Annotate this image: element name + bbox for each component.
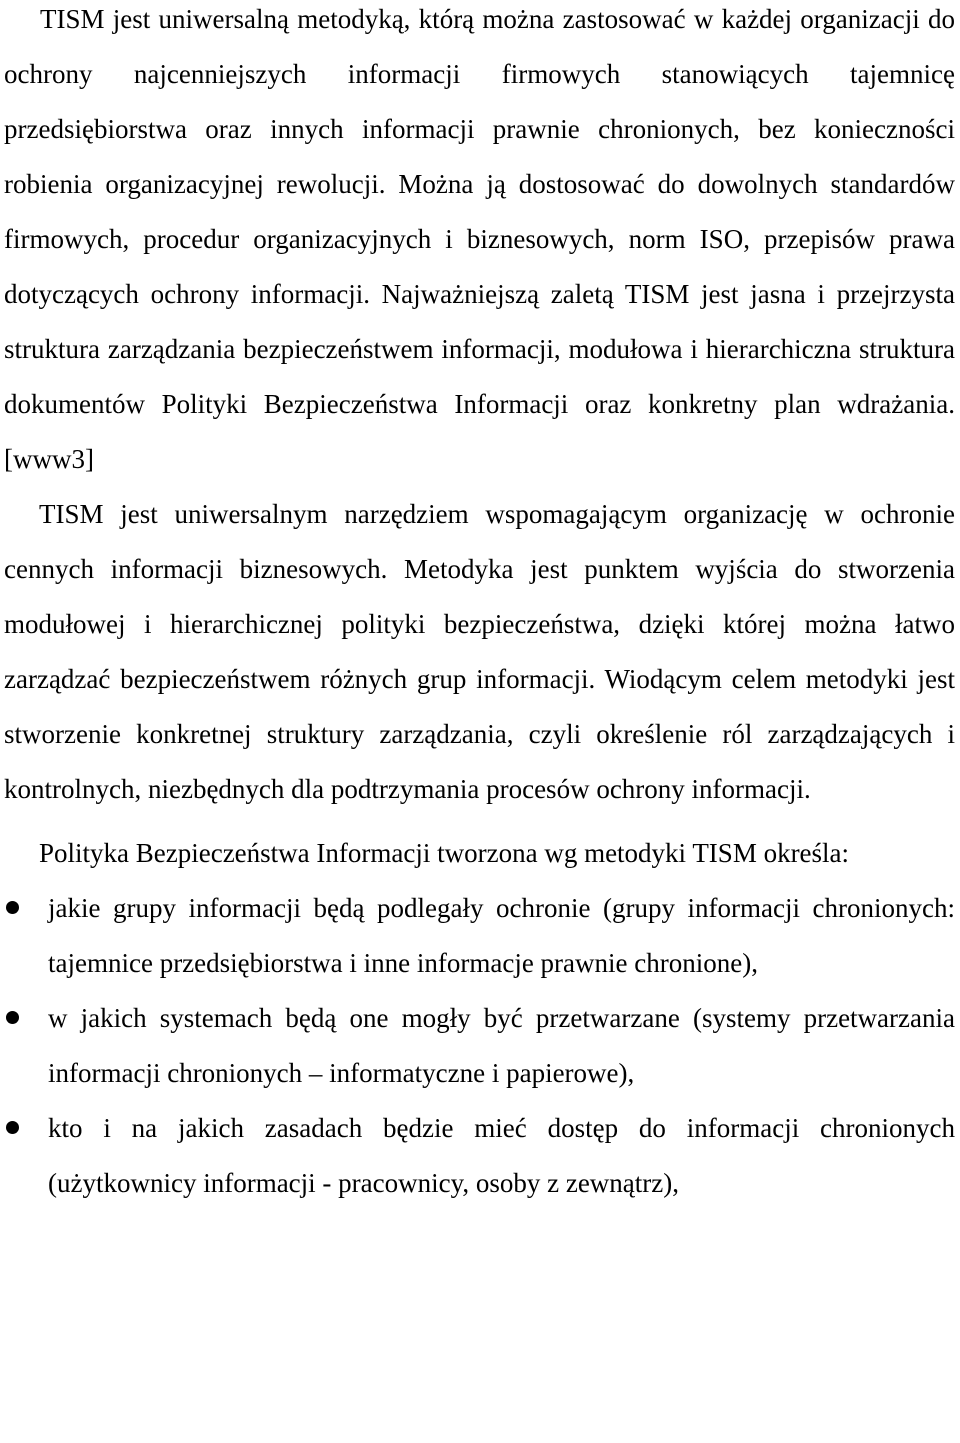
document-page [4,0,955,1211]
policy-bullet-list [4,881,955,1211]
paragraph-tism-tool: TISM jest uniwersalnym narzędziem wspomagającym organizację w ochronie cennych informacji biznesowych. Metodyka jest punktem wyjścia do stworzenia modułowej i hierarchicznej polityki bezpieczeństwa, dzięki której można łatwo zarządzać bezpieczeństwem różnych grup informacji. Wiodącym celem metodyki jest stworzenie konkretnej struktury zarządzania, czyli określenie ról zarządzających i kontrolnych, niezbędnych dla podtrzymania procesów ochrony informacji. [4,499,955,804]
list-item [4,881,955,991]
list-item-text: kto i na jakich zasadach będzie mieć dostęp do informacji chronionych (użytkownicy informacji - pracownicy, osoby z zewnątrz), [48,1113,955,1198]
paragraph-tism-overview: TISM jest uniwersalną metodyką, którą można zastosować w każdej organizacji do ochrony najcenniejszych informacji firmowych stanowiących tajemnicę przedsiębiorstwa oraz innych informacji prawnie chronionych, bez konieczności robienia organizacyjnej rewolucji. Można ją dostosować do dowolnych standardów firmowych, procedur organizacyjnych i biznesowych, norm ISO, przepisów prawa dotyczących ochrony informacji. Najważniejszą zaletą TISM jest jasna i przejrzysta struktura zarządzania bezpieczeństwem informacji, modułowa i hierarchiczna struktura dokumentów Polityki Bezpieczeństwa Informacji oraz konkretny plan wdrażania.[www3] [4,4,955,474]
list-item-text: w jakich systemach będą one mogły być przetwarzane (systemy przetwarzania informacji chronionych – informatyczne i papierowe), [48,1003,955,1088]
bullet-icon [6,1011,19,1024]
bullet-icon [6,901,19,914]
list-item-text: jakie grupy informacji będą podlegały ochronie (grupy informacji chronionych: tajemnice przedsiębiorstwa i inne informacje prawnie chronione), [48,893,955,978]
list-item [4,991,955,1101]
bullet-icon [6,1121,19,1134]
list-item [4,1101,955,1211]
paragraph-policy-intro: Polityka Bezpieczeństwa Informacji tworzona wg metodyki TISM określa: [39,838,850,868]
